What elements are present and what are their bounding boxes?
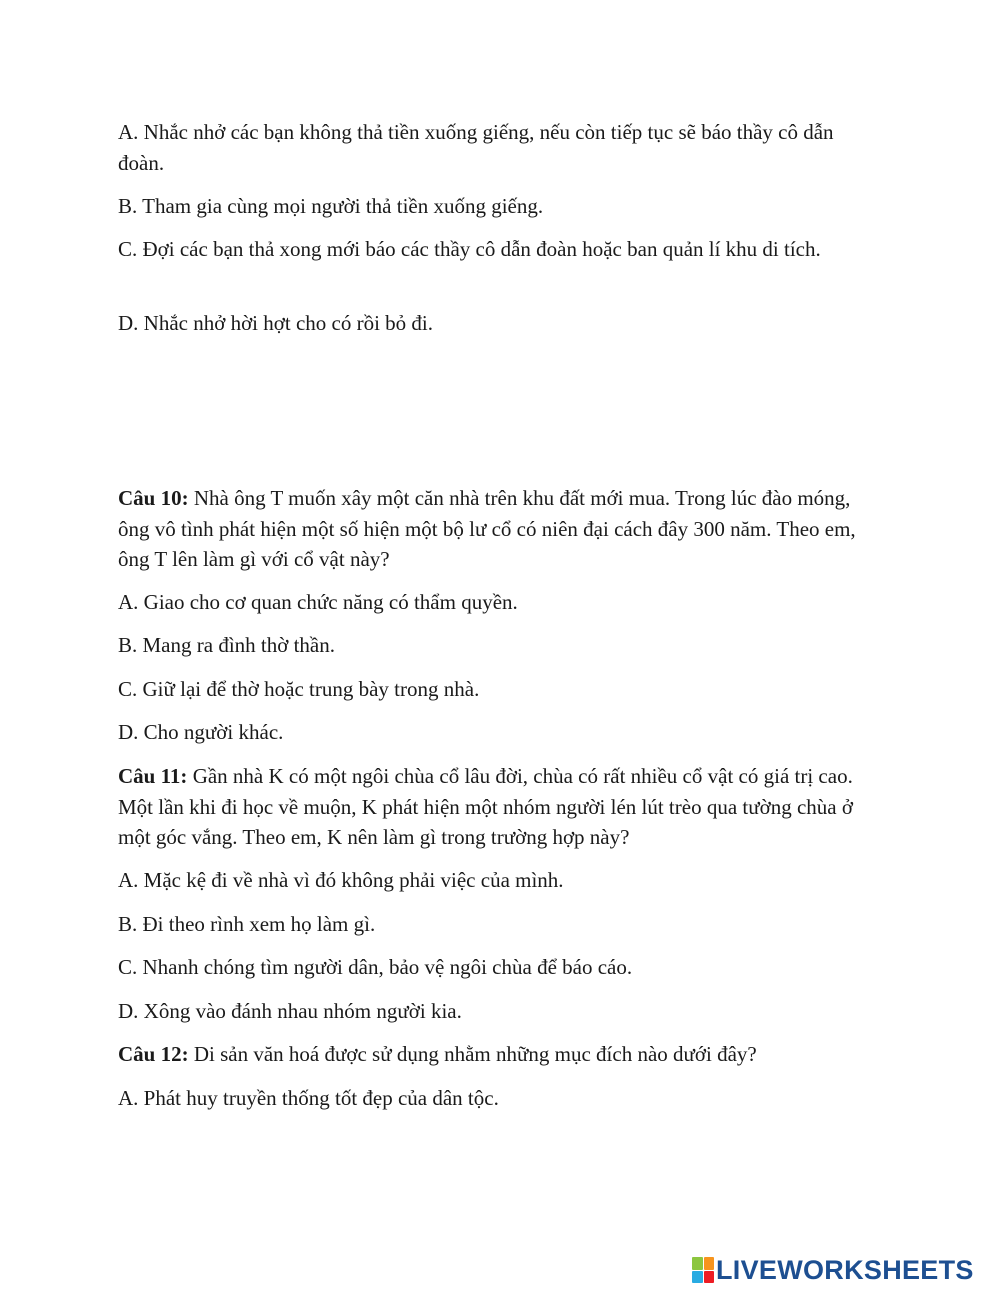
q10-option-c: C. Giữ lại để thờ hoặc trung bày trong nhà. — [118, 677, 480, 701]
q10-question — [118, 483, 868, 575]
q12-option-a: A. Phát huy truyền thống tốt đẹp của dân tộc. — [118, 1086, 499, 1110]
q10-option-a: A. Giao cho cơ quan chức năng có thẩm quyền. — [118, 590, 518, 614]
q9-option-c: C. Đợi các bạn thả xong mới báo các thầy cô dẫn đoàn hoặc ban quản lí khu di tích. — [118, 237, 821, 261]
q9-option-a: A. Nhắc nhở các bạn không thả tiền xuống giếng, nếu còn tiếp tục sẽ báo thầy cô dẫn đoàn. — [118, 120, 834, 175]
q11-option-d: D. Xông vào đánh nhau nhóm người kia. — [118, 999, 462, 1023]
q10-label: Câu 10: — [118, 486, 189, 510]
q9-option-b: B. Tham gia cùng mọi người thả tiền xuống giếng. — [118, 194, 544, 218]
q10-option-b: B. Mang ra đình thờ thần. — [118, 633, 335, 657]
q11-option-a: A. Mặc kệ đi về nhà vì đó không phải việc của mình. — [118, 868, 564, 892]
logo-mark-icon — [692, 1257, 714, 1283]
q11-text: Gần nhà K có một ngôi chùa cổ lâu đời, chùa có rất nhiều cổ vật có giá trị cao. Một lần khi đi học về muộn, K phát hiện một nhóm người lén lút trèo qua tường chùa ở một góc vắng. Theo em, K nên làm gì trong trường hợp này? — [118, 764, 853, 849]
q12-question — [118, 1039, 868, 1070]
q11-label: Câu 11: — [118, 764, 188, 788]
q11-option-c: C. Nhanh chóng tìm người dân, bảo vệ ngôi chùa để báo cáo. — [118, 955, 633, 979]
q12-text: Di sản văn hoá được sử dụng nhằm những mục đích nào dưới đây? — [188, 1042, 757, 1066]
q11-question — [118, 761, 868, 853]
q11-option-b: B. Đi theo rình xem họ làm gì. — [118, 912, 376, 936]
q9-option-d: D. Nhắc nhở hời hợt cho có rồi bỏ đi. — [118, 311, 434, 335]
liveworksheets-logo — [692, 1254, 974, 1286]
q10-text: Nhà ông T muốn xây một căn nhà trên khu đất mới mua. Trong lúc đào móng, ông vô tình phát hiện một số hiện một bộ lư cổ có niên đại cách đây 300 năm. Theo em, ông T lên làm gì với cổ vật này? — [118, 486, 856, 571]
q10-option-d: D. Cho người khác. — [118, 720, 284, 744]
q12-label: Câu 12: — [118, 1042, 189, 1066]
logo-text: LIVEWORKSHEETS — [716, 1255, 974, 1285]
